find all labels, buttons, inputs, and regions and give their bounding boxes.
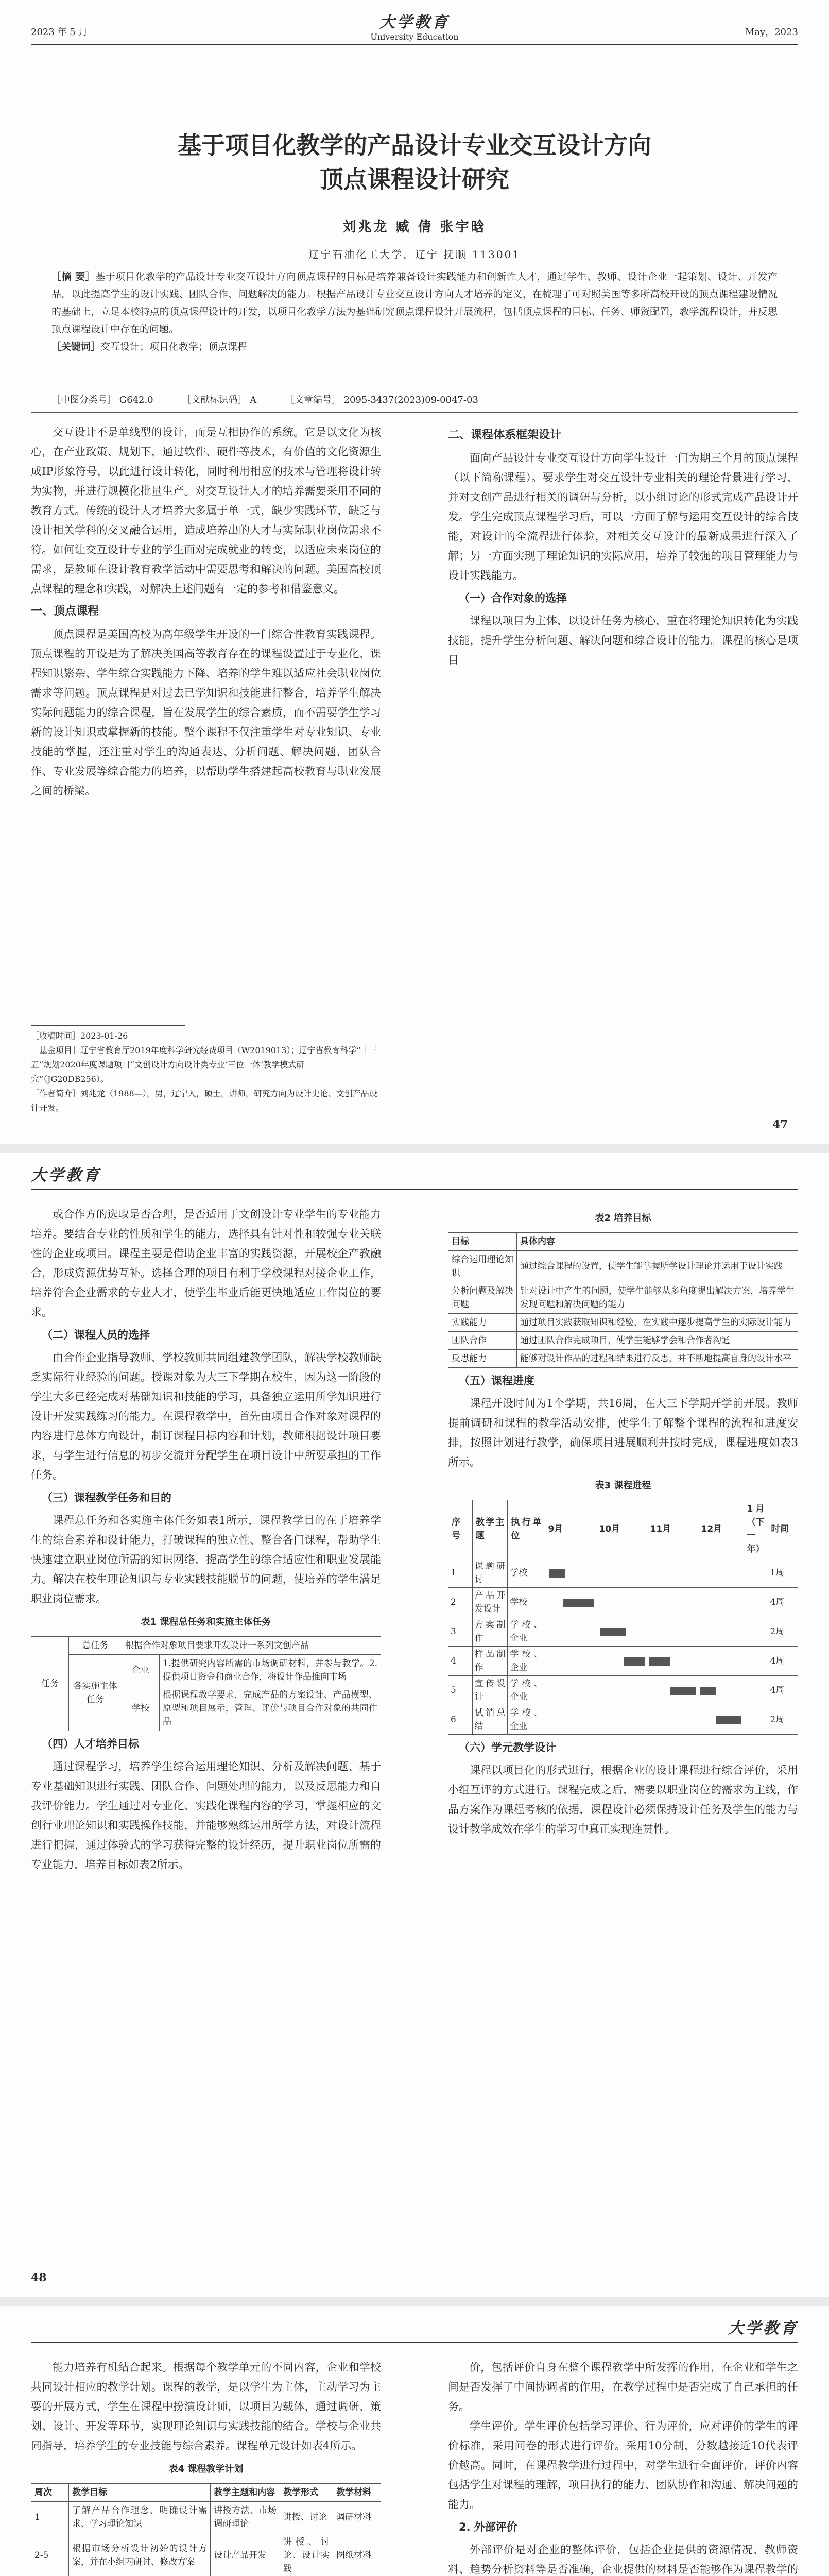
table-cell: 2周 [768, 1705, 798, 1735]
header-rule [31, 1189, 798, 1190]
table-cell: 4周 [768, 1588, 798, 1617]
table-4 [31, 2483, 381, 2576]
column-left [31, 1205, 381, 1874]
paragraph: 能力培养有机结合起来。根据每个教学单元的不同内容，企业和学校共同设计相应的教学计划。课程的教学，是以学生为主体，主动学习为主要的开展方式，学生在课程中扮演设计师，以项目为载体，通过调研、策划、设计、开发等环节，实现理论知识与实践技能的结合。学校与企业共同指导，培养学生的专业技能与综合素养。课程单元设计如表4所示。 [31, 2361, 381, 2452]
article-affiliation: 辽宁石油化工大学，辽宁 抚顺 113001 [308, 248, 521, 261]
subsection-heading: （三）课程教学任务和目的 [42, 1492, 171, 1504]
table-cell: 综合运用理论知识 [448, 1251, 517, 1282]
table-cell: 学校 [508, 1588, 545, 1617]
section-heading: 一、顶点课程 [31, 605, 99, 618]
subsection-heading: （一）合作对象的选择 [459, 592, 567, 604]
table-header: 1月（下一年） [744, 1500, 768, 1558]
column-right [448, 422, 798, 670]
article-authors: 刘兆龙 臧 倩 张宇晗 [342, 219, 487, 235]
table-cell: 试销总结 [472, 1705, 508, 1735]
table-cell: 学校、企业 [508, 1617, 545, 1647]
table-header: 周次 [31, 2484, 69, 2502]
header-date: 2023 年 5 月 [31, 27, 88, 38]
page-number: 47 [772, 1118, 788, 1131]
subsection-heading: （五）课程进度 [459, 1375, 534, 1387]
table-cell: 根据课程教学要求，完成产品的方案设计、产品模型、原型和项目展示，管理、评价与项目合作对象的共同作品 [160, 1686, 381, 1731]
table-cell: 图纸材料 [333, 2533, 381, 2576]
table-cell: 5 [448, 1676, 473, 1705]
page-2 [0, 1153, 829, 2297]
table-cell: 1.提供研究内容所需的市场调研材料，并参与教学。2.提供项目资金和商业合作，将设计作品推向市场 [160, 1655, 381, 1686]
subsection-heading: （六）学元教学设计 [459, 1741, 556, 1754]
table-cell: 样品制作 [472, 1647, 508, 1676]
gantt-bar [549, 1569, 565, 1578]
table-row [448, 1647, 798, 1676]
paragraph: 顶点课程是美国高校为高年级学生开设的一门综合性教育实践课程。顶点课程的开设是为了解决美国高等教育存在的课程设置过于专业化、课程知识繁杂、学生综合实践能力下降、培养的学生难以适应社会职业岗位需求等问题。顶点课程是对过去已学知识和技能进行整合，培养学生解决实际问题能力的综合课程，旨在发展学生的综合素质，而不需要学生学习新的设计知识或掌握新的技能。整个课程不仅注重学生对专业知识、专业技能的掌握，还注重对学生的沟通表达、分析问题、解决问题、团队合作、专业发展等综合能力的培养，以帮助学生搭建起高校教育与职业发展之间的桥梁。 [31, 628, 381, 797]
gantt-bar [716, 1716, 741, 1724]
paragraph: 由合作企业指导教师、学校教师共同组建教学团队，解决学校教师缺乏实际行业经验的问题。授课对象为大三下学期在校生，因为这一阶段的学生大多已经完成对基础知识和技能的学习，具备独立运用所学知识进行设计开发实践练习的能力。在课程教学中，首先由项目合作对象对课程的内容进行总体方向设计，制订课程目标内容和计划，教师根据设计项目要求，与学生进行信息的初步交流并分配学生在项目设计中所要承担的工作任务。 [31, 1351, 381, 1481]
table-cell: 学校、企业 [508, 1705, 545, 1735]
journal-english-name: University Education [370, 32, 459, 42]
table-1-caption: 表1 课程总任务和实施主体任务 [141, 1617, 271, 1628]
keywords-text: 交互设计；项目化教学；顶点课程 [100, 341, 248, 352]
gantt-bar [624, 1657, 645, 1666]
table-cell: 学校、企业 [508, 1647, 545, 1676]
table-cell: 通过团队合作完成项目，使学生能够学会和合作者沟通 [517, 1332, 798, 1350]
table-cell: 实践能力 [448, 1314, 517, 1332]
table-row [448, 1558, 798, 1588]
paragraph: 课程以项目化的形式进行，根据企业的设计课程进行综合评价，采用小组互评的方式进行。课程完成之后，需要以职业岗位的需求为主线，作品方案作为课程考核的依据，课程设计必须保持设计任务及学生的能力与设计教学成效在学生的学习中真正实现连贯性。 [448, 1764, 798, 1835]
footnote-author: ［作者简介］刘兆龙（1988—），男，辽宁人，硕士，讲师，研究方向为设计史论、文创产品设计开发。 [31, 1089, 377, 1113]
abstract [51, 268, 778, 355]
table-cell: 2周 [768, 1617, 798, 1647]
table-cell: 了解产品合作理念、明确设计需求、学习理论知识 [69, 2502, 211, 2533]
table-cell: 针对设计中产生的问题，使学生能够从多角度提出解决方案，培养学生发现问题和解决问题的能力 [517, 1282, 798, 1314]
table-header: 12月 [698, 1500, 744, 1558]
table-cell: 任务 [31, 1637, 69, 1731]
column-left [31, 2358, 381, 2576]
table-row [448, 1617, 798, 1647]
article-title-line1: 基于项目化教学的产品设计专业交互设计方向 [178, 131, 651, 159]
gantt-bar [649, 1657, 670, 1666]
column-right [448, 1205, 798, 1839]
table-cell: 总任务 [69, 1637, 122, 1655]
table-row [31, 2533, 381, 2576]
article-number: ［文章编号］ 2095-3437(2023)09-0047-03 [285, 395, 478, 405]
table-cell: 4周 [768, 1647, 798, 1676]
table-header: 教学主题 [472, 1500, 508, 1558]
table-cell: 宣传设计 [472, 1676, 508, 1705]
table-cell: 通过项目实践获取知识和经验，在实践中逐步提高学生的实际设计能力 [517, 1314, 798, 1332]
article-title-line2: 顶点课程设计研究 [320, 165, 509, 193]
running-header [31, 2310, 798, 2343]
table-3-caption: 表3 课程进程 [595, 1480, 651, 1491]
abstract-label: ［摘 要］ [51, 271, 96, 282]
table-header: 教学材料 [333, 2484, 381, 2502]
table-cell: 设计产品开发 [211, 2533, 280, 2576]
table-cell: 讲授、讨论、设计实践 [280, 2533, 333, 2576]
table-row [448, 1588, 798, 1617]
header-rule [31, 2342, 798, 2343]
page-3 [0, 2306, 829, 2576]
table-header: 执行单位 [508, 1500, 545, 1558]
running-header [31, 9, 798, 42]
table-cell: 企业 [122, 1655, 160, 1686]
table-header: 序号 [448, 1500, 473, 1558]
table-cell: 通过综合课程的设置，使学生能掌握所学设计理论并运用于设计实践 [517, 1251, 798, 1282]
table-header: 10月 [596, 1500, 647, 1558]
table-2 [448, 1232, 798, 1368]
table-3 [448, 1500, 798, 1735]
abstract-rule [31, 412, 798, 413]
table-header: 11月 [647, 1500, 698, 1558]
gantt-bar [670, 1687, 696, 1695]
table-header: 具体内容 [517, 1233, 798, 1251]
table-cell: 2-5 [31, 2533, 69, 2576]
paragraph: 课程开设时间为1个学期，共16周，在大三下学期开学前开展。教师提前调研和课程的教学活动安排，使学生了解整个课程的流程和进度安排，按照计划进行教学，确保项目进展顺利并按时完成，课程进度如表3所示。 [448, 1397, 798, 1468]
table-cell: 能够对设计作品的过程和结果进行反思，并不断地提高自身的设计水平 [517, 1350, 798, 1368]
table-cell: 课题研讨 [472, 1558, 508, 1588]
footnote-received: ［收稿时间］2023-01-26 [31, 1031, 128, 1041]
paragraph: 价，包括评价自身在整个课程教学中所发挥的作用，在企业和学生之间是否发挥了中间协调者的作用，在教学过程中是否完成了自己承担的任务。 [448, 2361, 798, 2413]
gantt-bar [600, 1628, 626, 1636]
table-header: 目标 [448, 1233, 517, 1251]
paragraph: 课程总任务和各实施主体任务如表1所示，课程教学目的在于培养学生的综合素养和设计能力，打破课程的独立性、整合各门课程，帮助学生快速建立职业岗位所需的知识网络，提高学生的综合适应性和职业发展能力。解决在校生理论知识与专业实践技能脱节的问题，使培养的学生满足职业岗位需求。 [31, 1514, 381, 1605]
table-2-caption: 表2 培养目标 [595, 1213, 651, 1224]
table-4-caption: 表4 课程教学计划 [168, 2464, 244, 2475]
table-cell: 根据合作对象项目要求开发设计一系列文创产品 [122, 1637, 381, 1655]
table-cell: 1 [448, 1558, 473, 1588]
paragraph: 外部评价是对企业的整体评价，包括企业提供的资源情况、教师资料、趋势分析资料等是否准确，企业提供的材料是否能够作为课程教学的 [448, 2544, 798, 2575]
paragraph: 面向产品设计专业交互设计方向学生设计一门为期三个月的顶点课程（以下简称课程）。要求学生对交互设计专业相关的理论背景进行学习，并对文创产品进行相关的调研与分析，以小组讨论的形式完成产品设计开发。学生完成顶点课程学习后，可以一方面了解与运用交互设计的综合技能，对设计的全流程进行体验，对相关交互设计的最新成果进行深入了解；另一方面实现了理论知识的实际应用，培养了较强的项目管理能力与设计实践能力。 [448, 452, 798, 582]
paragraph: 或合作方的选取是否合理，是否适用于文创设计专业学生的专业能力培养。要结合专业的性质和学生的能力，选择具有针对性和较强专业关联性的企业或项目。课程主要是借助企业丰富的实践资源，开展校企产教融合，形成资源优势互补。选择合理的项目有利于学校课程对接企业工作，培养符合企业需求的专业人才，使学生毕业后能更快地适应工作岗位的要求。 [31, 1208, 381, 1318]
paragraph: 学生评价。学生评价包括学习评价、行为评价，应对评价的学生的评价标准，采用问卷的形式进行评价。采用10分制，分数越接近10代表评价越高。同时，在课程教学进行过程中，对学生进行全面评价，评价内容包括学生对课程的理解，项目执行的能力、团队协作和沟通、解决问题的能力。 [448, 2420, 798, 2511]
table-row [448, 1676, 798, 1705]
header-issue: May，2023 [745, 27, 798, 38]
abstract-text: 基于项目化教学的产品设计专业交互设计方向顶点课程的目标是培养兼备设计实践能力和创新性人才，通过学生、教师、设计企业一起策划、设计、开发产品，以此提高学生的设计实践、团队合作、问题解决的能力。根据产品设计专业交互设计方向人才培养的定义，在梳理了可对照美国等多所高校开设的顶点课程建设情况的基础上，立足本校特点的顶点课程设计的开发，以项目化教学方法为基础研究顶点课程设计开展流程，包括顶点课程的目标、任务、师资配置，教学流程设计，并反思顶点课程设计中存在的问题。 [51, 271, 778, 335]
paragraph: 通过课程学习，培养学生综合运用理论知识、分析及解决问题、基于专业基础知识进行实践、团队合作、问题处理的能力，以及反思能力和自我评价能力。学生通过对专业化、实践化课程内容的学习，掌握相应的文创行业理论知识和实践操作技能，并能够熟练运用所学方法，对设计流程进行把握，通过体验式的学习获得完整的设计经历，提升职业岗位所需的专业能力，培养目标如表2所示。 [31, 1760, 381, 1871]
table-cell: 根据市场分析设计初始的设计方案，并在小组内研讨、修改方案 [69, 2533, 211, 2576]
subsection-heading: （四）人才培养目标 [42, 1738, 139, 1750]
table-cell: 方案制作 [472, 1617, 508, 1647]
table-cell: 调研材料 [333, 2502, 381, 2533]
table-cell: 讲授、讨论 [280, 2502, 333, 2533]
subsection-heading: 2. 外部评价 [459, 2521, 517, 2533]
subsection-heading: （二）课程人员的选择 [42, 1329, 150, 1341]
table-cell: 4周 [768, 1676, 798, 1705]
table-cell: 反思能力 [448, 1350, 517, 1368]
column-right [448, 2358, 798, 2576]
table-cell: 团队合作 [448, 1332, 517, 1350]
table-cell: 各实施主体任务 [69, 1655, 122, 1731]
table-cell: 产品开发设计 [472, 1588, 508, 1617]
page-1 [0, 0, 829, 1144]
table-header: 时间 [768, 1500, 798, 1558]
table-cell: 2 [448, 1588, 473, 1617]
document-code: ［文献标识码］ A [182, 395, 257, 405]
clc-number: ［中图分类号］ G642.0 [51, 395, 153, 405]
table-row [31, 2502, 381, 2533]
table-header: 教学形式 [280, 2484, 333, 2502]
journal-logo: 大学教育 [379, 13, 450, 31]
table-header: 9月 [545, 1500, 596, 1558]
table-cell: 学校 [122, 1686, 160, 1731]
table-cell: 讲授方法、市场调研理论 [211, 2502, 280, 2533]
table-cell: 4 [448, 1647, 473, 1676]
gantt-bar [563, 1599, 594, 1607]
page-number: 48 [31, 2271, 47, 2284]
table-cell: 3 [448, 1617, 473, 1647]
section-heading: 二、课程体系框架设计 [448, 429, 562, 442]
table-header: 教学主题和内容 [211, 2484, 280, 2502]
journal-logo: 大学教育 [31, 1166, 101, 1184]
keywords-label: ［关键词］ [51, 341, 101, 352]
classification-line [51, 393, 778, 406]
table-1 [31, 1636, 381, 1731]
table-cell: 学校、企业 [508, 1676, 545, 1705]
table-cell: 1周 [768, 1558, 798, 1588]
table-cell: 1 [31, 2502, 69, 2533]
table-cell: 学校 [508, 1558, 545, 1588]
header-rule [31, 44, 798, 45]
table-cell: 6 [448, 1705, 473, 1735]
gantt-bar [700, 1687, 716, 1695]
footnotes [31, 1025, 381, 1115]
paragraph: 课程以项目为主体，以设计任务为核心，重在将理论知识转化为实践技能，提升学生分析问题、解决问题和综合设计的能力。课程的核心是项目 [448, 615, 798, 666]
table-row [448, 1705, 798, 1735]
table-cell: 分析问题及解决问题 [448, 1282, 517, 1314]
table-header: 教学目标 [69, 2484, 211, 2502]
footnote-fund: ［基金项目］辽宁省教育厅2019年度科学研究经费项目（W2019013）；辽宁省教育科学“十三五”规划2020年度课题项目“文创设计方向设计类专业‘三位一体’教学模式研究”（JG20DB256）。 [31, 1045, 377, 1084]
journal-logo: 大学教育 [728, 2319, 798, 2337]
column-left [31, 422, 381, 801]
running-header [31, 1157, 798, 1190]
paragraph: 交互设计不是单线型的设计，而是互相协作的系统。它是以文化为核心，在产业政策、规划下，通过软件、硬件等技术，有价值的文化资源生成IP形象符号，以此进行设计转化，同时利用相应的技术与管理将设计转为实物，并进行规模化批量生产。对交互设计人才的培养需要采用不同的教育方式。传统的设计人才培养大多属于单一式，缺少实践环节，缺乏与设计相关学科的交叉融合运用，造成培养出的人才与实际职业岗位需求不符。如何让交互设计专业的学生面对完成就业的转变，以适应未来岗位的需求，是教师在设计教育教学活动中需要思考和解决的问题。美国高校顶点课程的理念和实践，对解决上述问题有一定的参考和借鉴意义。 [31, 426, 381, 595]
